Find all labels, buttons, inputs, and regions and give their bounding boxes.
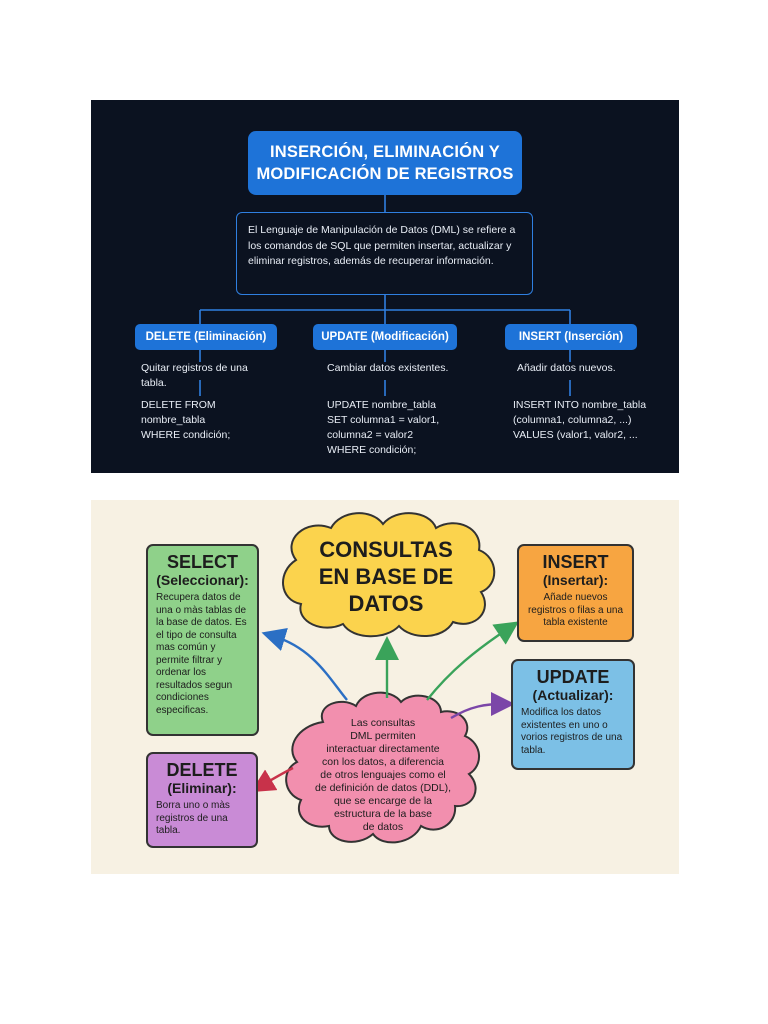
queries-diagram-panel [91,500,679,874]
insert-description: Añadir datos nuevos. [517,362,616,374]
insert-card [517,544,634,642]
dml-explanation-text: Las consultas DML permiten interactuar directamente con los datos, a diferencia de otros lenguajes como el de definición de datos (DDL), que se encarge de la estructura de la base de datos [315,717,451,833]
delete-body: Borra uno o màs registros de una tabla. [156,800,230,836]
select-body: Recupera datos de una o màs tablas de la base de datos. Es el tipo de consulta mas común y permite filtrar y ordenar los resultados segun condiciones especificas. [156,592,247,716]
update-heading: UPDATE [536,667,610,687]
delete-description: Quitar registros de una tabla. [141,362,248,389]
delete-syntax: DELETE FROM nombre_tabla WHERE condición; [141,399,231,441]
insert-syntax: INSERT INTO nombre_tabla (columna1, columna2, ...) VALUES (valor1, valor2, ... [513,399,647,441]
select-card [146,544,259,736]
dml-diagram-panel [91,100,679,473]
select-subheading: (Seleccionar): [156,572,249,588]
insert-body: Añade nuevos registros o filas a una tabla existente [527,592,624,628]
select-heading: SELECT [166,552,238,572]
update-syntax: UPDATE nombre_tabla SET columna1 = valor1, columna2 = valor2 WHERE condición; [327,399,440,456]
insert-command-badge: INSERT (Inserción) [505,324,637,350]
insert-subheading: (Insertar): [542,572,609,588]
delete-command-badge: DELETE (Eliminación) [135,324,277,350]
arrow-to-insert [427,628,509,700]
update-body: Modifica los datos existentes en uno o vorios registros de una tabla. [521,707,623,756]
delete-card [146,752,258,848]
update-command-badge: UPDATE (Modificación) [313,324,457,350]
update-subheading: (Actualizar): [532,687,614,703]
dml-title: INSERCIÓN, ELIMINACIÓN Y MODIFICACIÓN DE REGISTROS [248,131,522,195]
update-card [511,659,635,770]
arrow-to-select [273,636,347,700]
queries-title: CONSULTAS EN BASE DE DATOS [318,537,454,616]
insert-heading: INSERT [542,552,609,572]
delete-subheading: (Eliminar): [167,780,237,796]
dml-intro-text: El Lenguaje de Manipulación de Datos (DML) se refiere a los comandos de SQL que permiten insertar, actualizar y eliminar registros, además de recuperar información. [236,212,533,295]
delete-heading: DELETE [166,760,238,780]
update-description: Cambiar datos existentes. [327,362,449,374]
